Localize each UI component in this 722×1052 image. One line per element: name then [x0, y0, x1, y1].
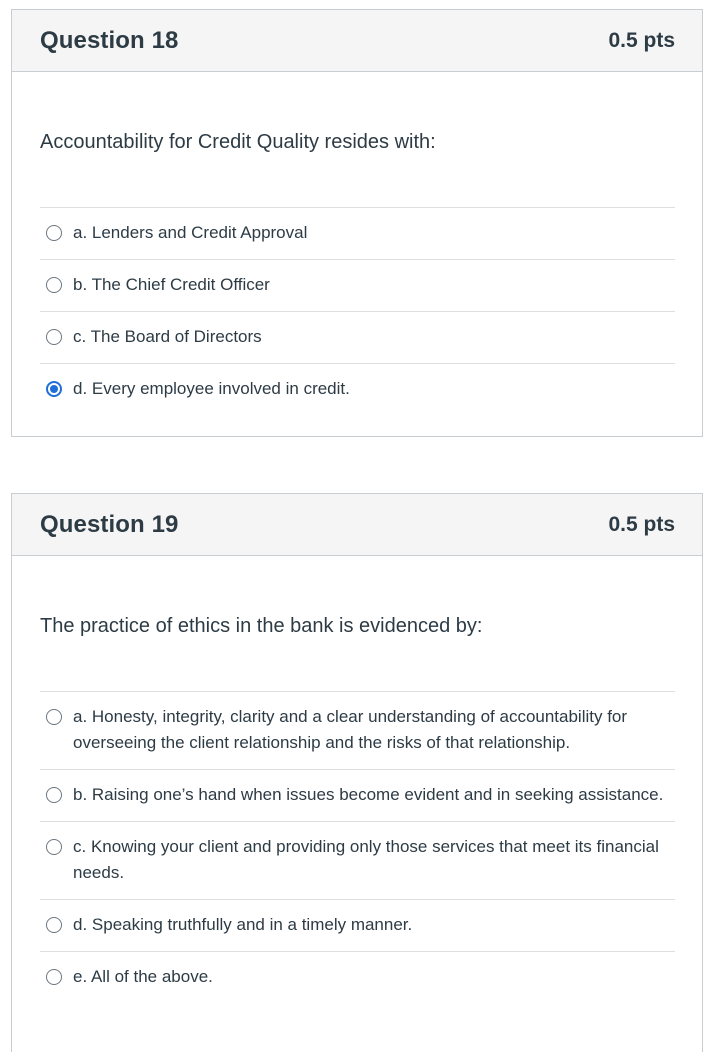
answer-label[interactable]: b. The Chief Credit Officer: [73, 275, 270, 294]
question-text: Accountability for Credit Quality resides with:: [40, 131, 436, 153]
radio-unchecked-icon[interactable]: [46, 917, 62, 933]
answer-option-b[interactable]: [40, 259, 675, 311]
radio-unchecked-icon[interactable]: [46, 839, 62, 855]
answer-label[interactable]: e. All of the above.: [73, 967, 213, 986]
answer-option-d[interactable]: [40, 363, 675, 415]
radio-unchecked-icon[interactable]: [46, 709, 62, 725]
answer-label[interactable]: c. The Board of Directors: [73, 327, 262, 346]
radio-unchecked-icon[interactable]: [46, 225, 62, 241]
question-19-card: [11, 493, 703, 1052]
answer-option-c[interactable]: [40, 821, 675, 899]
answer-list: [40, 691, 675, 1003]
answer-label[interactable]: d. Every employee involved in credit.: [73, 379, 350, 398]
radio-unchecked-icon[interactable]: [46, 787, 62, 803]
answer-option-c[interactable]: [40, 311, 675, 363]
answer-option-e[interactable]: [40, 951, 675, 1003]
answer-label[interactable]: b. Raising one’s hand when issues become evident and in seeking assistance.: [73, 785, 664, 804]
question-header: [12, 494, 702, 556]
radio-checked-icon[interactable]: [46, 381, 62, 397]
answer-label[interactable]: a. Lenders and Credit Approval: [73, 223, 308, 242]
question-points: 0.5 pts: [608, 512, 675, 536]
answer-option-a[interactable]: [40, 207, 675, 259]
question-body: [12, 72, 702, 415]
question-title: Question 18: [40, 26, 179, 54]
radio-unchecked-icon[interactable]: [46, 329, 62, 345]
question-points: 0.5 pts: [608, 28, 675, 52]
answer-option-a[interactable]: [40, 691, 675, 769]
answer-option-b[interactable]: [40, 769, 675, 821]
answer-label[interactable]: c. Knowing your client and providing only those services that meet its financial needs.: [73, 837, 659, 882]
question-18-card: [11, 9, 703, 437]
question-body: [12, 556, 702, 1003]
radio-unchecked-icon[interactable]: [46, 969, 62, 985]
question-title: Question 19: [40, 510, 179, 538]
answer-label[interactable]: a. Honesty, integrity, clarity and a clear understanding of accountability for overseeing the client relationship and the risks of that relationship.: [73, 707, 628, 752]
question-text: The practice of ethics in the bank is evidenced by:: [40, 615, 483, 637]
radio-unchecked-icon[interactable]: [46, 277, 62, 293]
answer-label[interactable]: d. Speaking truthfully and in a timely manner.: [73, 915, 413, 934]
answer-list: [40, 207, 675, 415]
question-header: [12, 10, 702, 72]
answer-option-d[interactable]: [40, 899, 675, 951]
